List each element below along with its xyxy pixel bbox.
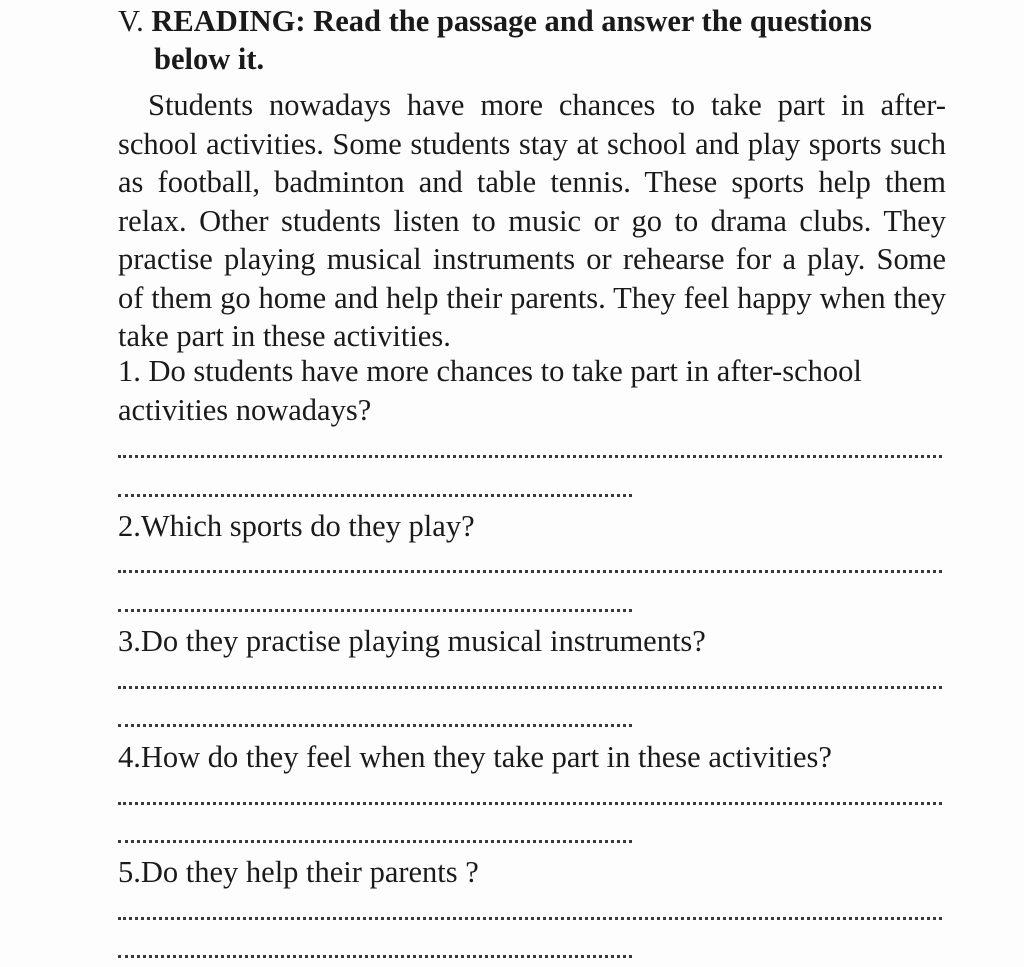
answer-line-3a[interactable] — [118, 686, 942, 689]
question-5: 5.Do they help their parents ? — [118, 855, 479, 889]
section-number: V. — [118, 4, 144, 38]
question-3: 3.Do they practise playing musical instruments? — [118, 624, 706, 658]
answer-line-4a[interactable] — [118, 802, 942, 805]
question-1: 1. Do students have more chances to take part in after-school activities nowadays? — [118, 354, 862, 427]
answer-line-1a[interactable] — [118, 455, 942, 458]
answer-line-4b[interactable] — [118, 840, 632, 843]
answer-line-1b[interactable] — [118, 494, 632, 497]
section-title-continued: below it. — [154, 42, 265, 76]
answer-line-2b[interactable] — [118, 609, 632, 612]
question-4: 4.How do they feel when they take part in these activities? — [118, 740, 832, 774]
answer-line-5a[interactable] — [118, 917, 942, 920]
question-2: 2.Which sports do they play? — [118, 509, 475, 543]
answer-line-3b[interactable] — [118, 724, 632, 727]
section-title: READING: Read the passage and answer the questions — [151, 4, 872, 38]
answer-line-5b[interactable] — [118, 955, 632, 958]
section-heading — [118, 2, 958, 78]
reading-passage: Students nowadays have more chances to take part in after-school activities. Some students stay at school and play sports such as football, badminton and table tennis. These sports help them relax. Other students listen to music or go to drama clubs. They practise playing musical instruments or rehearse for a play. Some of them go home and help their parents. They feel happy when they take part in these activities. — [118, 88, 946, 353]
answer-line-2a[interactable] — [118, 570, 942, 573]
